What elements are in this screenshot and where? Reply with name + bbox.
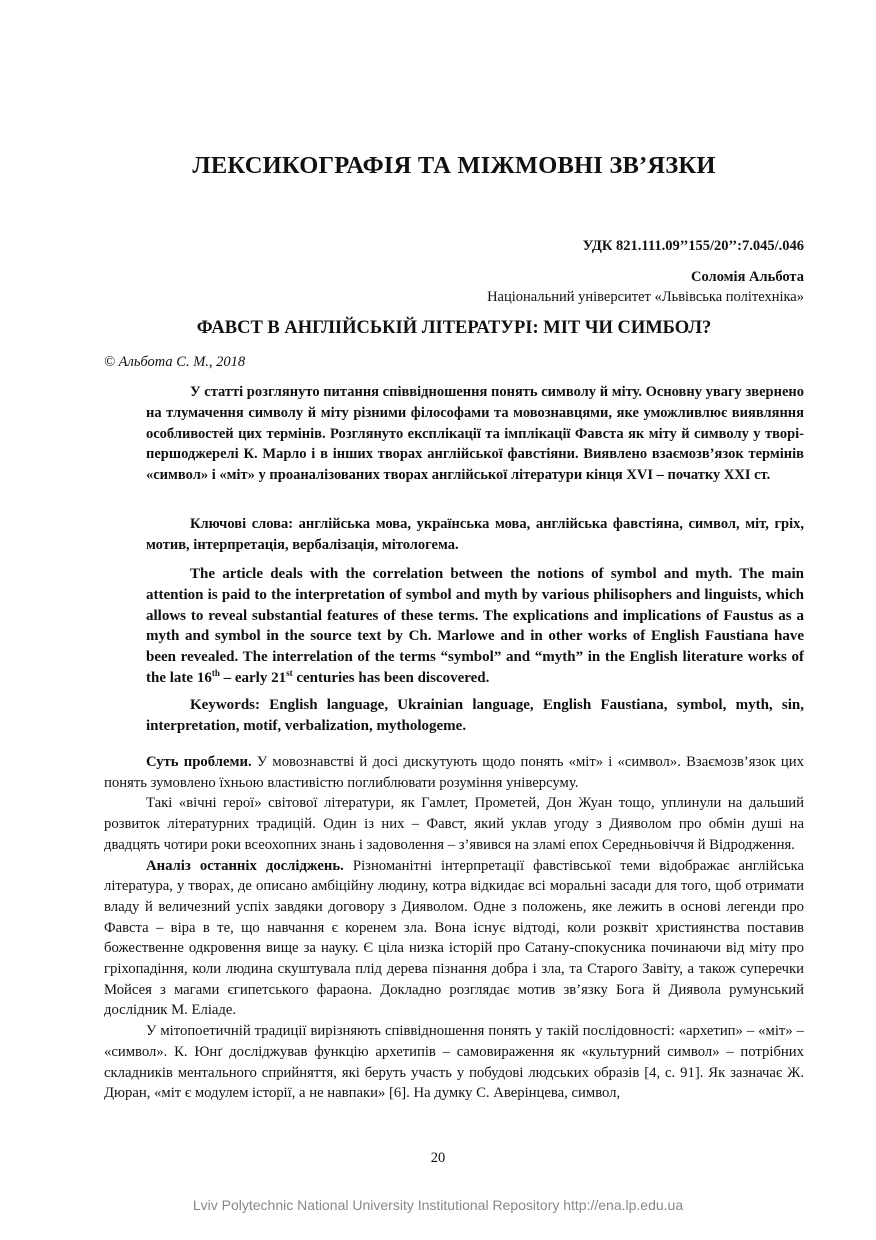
abstract-english-part1: The article deals with the correlation between the notions of symbol and myth. The main attention is paid to the interpretation of symbol and myth by various philisophers and linguists, which allows to reveal substantial features of these terms. The explications and implications of Faustus as a myth and symbol in the source text by Ch. Marlowe and in other works of English Faustiana have been revealed. The interrelation of the terms “symbol” and “myth” in the English literature works of the late 16 (146, 566, 804, 686)
paragraph-heading: Суть проблеми. (146, 754, 252, 770)
keywords-english: Keywords: English language, Ukrainian language, English Faustiana, symbol, myth, sin, interpretation, motif, verbalization, mythologeme. (146, 697, 804, 734)
ordinal-suffix-th: th (211, 667, 220, 678)
author-name: Соломія Альбота (691, 269, 804, 285)
abstract-english (146, 564, 804, 689)
body-text (104, 752, 804, 1104)
page-number: 20 (430, 1150, 446, 1166)
paragraph-text: Різноманітні інтерпретації фавстівської теми відображає англійська література, у творах, де описано амбіційну людину, котра відкидає всі моральні засади для того, щоб отримати владу й величезний успіх завдяки договору з Дияволом. Одне з положень, яке лежить в основі легенди про Фавста – віра в те, що навчання є коренем зла. Вона існує відтоді, коли розквіт християнства поставив божественне одкровення вище за науку. Є ціла низка історій про Сатану-спокусника починаючи від міту про гріхопадіння, коли людина скуштувала плід дерева пізнання добра і зла, та Старого Завіту, а також суперечки Мойсея з магами єгипетського фараона. Докладно розглядає мотив зв’язку Бога й Диявола румунський дослідник М. Еліаде. (104, 857, 804, 1019)
abstract-english-part3: centuries has been discovered. (292, 669, 490, 686)
ordinal-suffix-st: st (286, 667, 293, 678)
body-paragraph: Такі «вічні герої» світової літератури, як Гамлет, Прометей, Дон Жуан тощо, уплинули на дальший розвиток літературних традицій. Один із них – Фавст, який уклав угоду з Дияволом про обмін душі на двадцять чотири роки всеохопних знань і задоволення – з’явився на зламі епох Середньовіччя й Відродження. (104, 795, 804, 853)
abstract-ukrainian: У статті розглянуто питання співвідношення понять символу й міту. Основну увагу звернено на тлумачення символу й міту різними філософами та мовознавцями, яке уможливлює виявляння особливостей цих термінів. Розглянуто експлікації та імплікації Фавста як міту й символу у творі-першоджерелі К. Марло і в інших творах англійської фавстіяни. Виявлено взаємозв’язок термінів «символ» і «міт» у проаналізованих творах англійської літератури кінця XVI – початку XXI ст. (146, 384, 804, 484)
section-title: ЛЕКСИКОГРАФІЯ ТА МІЖМОВНІ ЗВ’ЯЗКИ (192, 152, 716, 179)
repository-footer: Lviv Polytechnic National University Institutional Repository http://ena.lp.edu.ua (192, 1197, 684, 1213)
article-title: ФАВСТ В АНГЛІЙСЬКІЙ ЛІТЕРАТУРІ: МІТ ЧИ СИМБОЛ? (196, 318, 712, 338)
copyright-line: © Альбота С. М., 2018 (104, 354, 246, 370)
keywords-ukrainian: Ключові слова: англійська мова, українська мова, англійська фавстіяна, символ, міт, гріх, мотив, інтерпретація, вербалізація, мітологема. (146, 516, 804, 553)
udk-code: УДК 821.111.09’’155/20’’:7.045/.046 (582, 238, 804, 254)
body-paragraph (104, 752, 804, 793)
abstract-english-part2: – early 21 (219, 669, 287, 686)
author-affiliation: Національний університет «Львівська політехніка» (487, 289, 804, 305)
paragraph-heading: Аналіз останніх досліджень. (146, 857, 344, 874)
paragraph-text: У мовознавстві й досі дискутують щодо понять «міт» і «символ». Взаємозв’язок цих понять зумовлено їхньою властивістю поглиблювати розуміння універсуму. (104, 754, 804, 791)
body-paragraph: У мітопоетичній традиції вирізняють співвідношення понять у такій послідовності: «архетип» – «міт» – «символ». К. Юнґ досліджував функцію архетипів – самовираження як «культурний символ» – потрібних складників ментального сприйняття, які беруть участь у побудові людських образів [4, с. 91]. Як зазначає Ж. Дюран, «міт є модулем історії, а не навпаки» [6]. На думку С. Аверінцева, символ, (104, 1023, 804, 1102)
body-paragraph (104, 856, 804, 1022)
